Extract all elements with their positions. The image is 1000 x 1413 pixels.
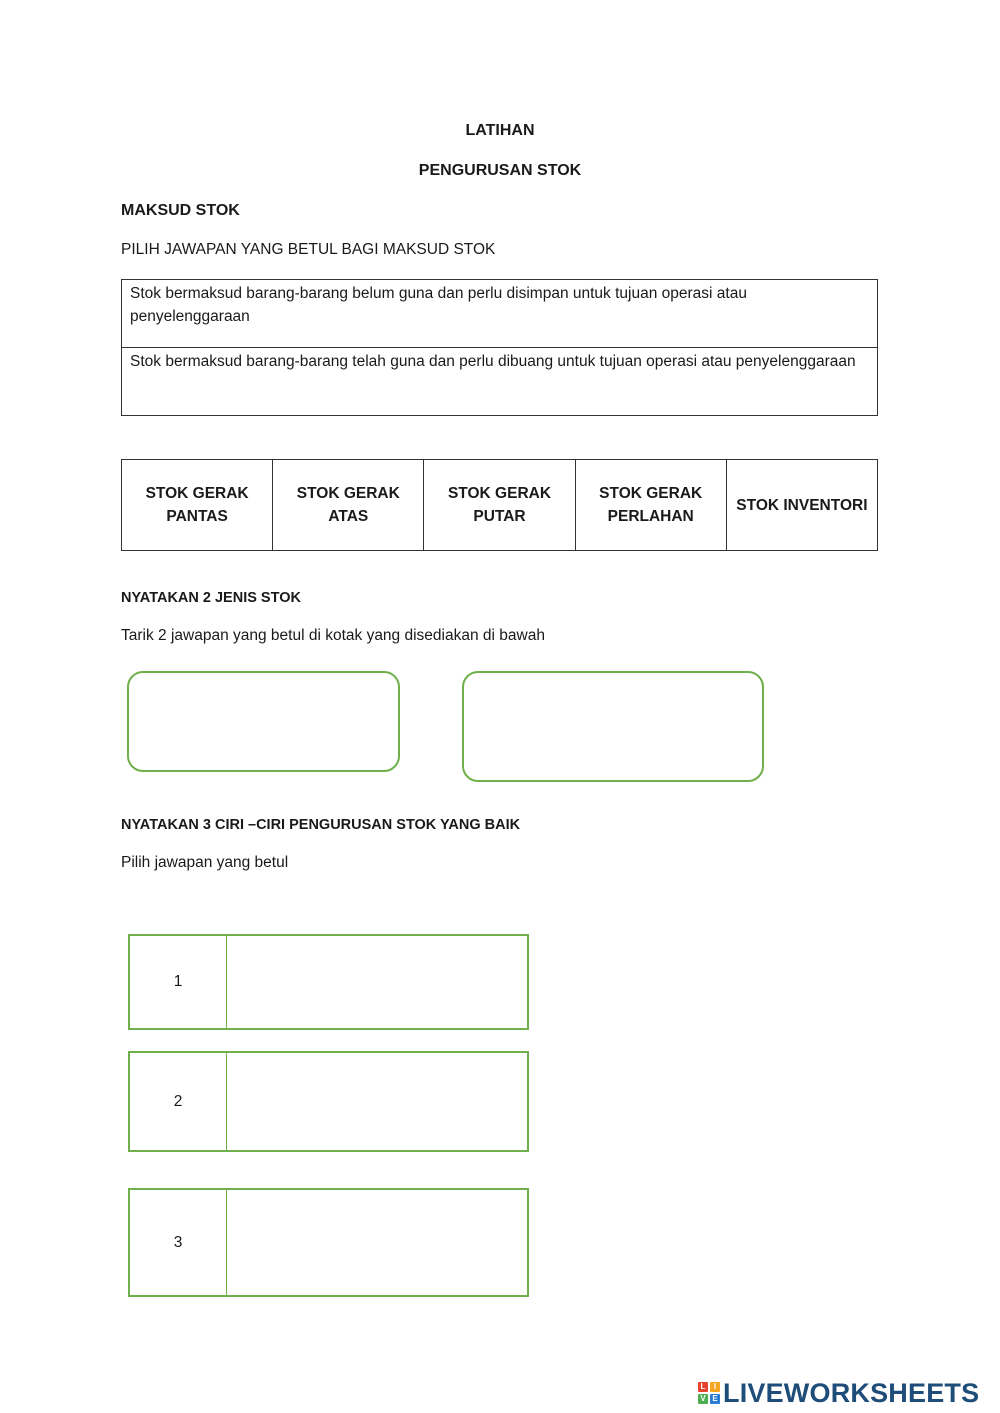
answer-choices-table bbox=[121, 459, 878, 551]
section-heading-maksud-stok: MAKSUD STOK bbox=[121, 202, 240, 219]
choice-label: STOK GERAK ATAS bbox=[296, 485, 400, 525]
definition-option-1[interactable]: Stok bermaksud barang-barang belum guna dan perlu disimpan untuk tujuan operasi atau penyelenggaraan bbox=[122, 280, 877, 348]
choice-label: STOK GERAK PERLAHAN bbox=[599, 485, 703, 525]
answer-slot-3[interactable] bbox=[227, 1190, 527, 1295]
answer-slot-1[interactable] bbox=[227, 936, 527, 1028]
logo-text: LIVEWORKSHEETS bbox=[723, 1377, 980, 1408]
liveworksheets-logo bbox=[698, 1378, 979, 1408]
choice-stok-gerak-putar[interactable] bbox=[424, 460, 575, 550]
answer-box-1 bbox=[128, 934, 529, 1030]
logo-tile: V bbox=[698, 1394, 708, 1404]
definition-option-2[interactable]: Stok bermaksud barang-barang telah guna dan perlu dibuang untuk tujuan operasi atau penyelenggaraan bbox=[130, 353, 856, 370]
answer-number: 2 bbox=[130, 1053, 227, 1150]
choice-label: STOK GERAK PANTAS bbox=[145, 485, 249, 525]
choice-stok-gerak-perlahan[interactable] bbox=[576, 460, 727, 550]
worksheet-subtitle: PENGURUSAN STOK bbox=[418, 162, 582, 179]
section-instruction-ciri-pengurusan: Pilih jawapan yang betul bbox=[121, 854, 289, 871]
choice-label: STOK GERAK PUTAR bbox=[447, 485, 552, 525]
answer-number: 1 bbox=[130, 936, 227, 1028]
section-instruction-jenis-stok: Tarik 2 jawapan yang betul di kotak yang disediakan di bawah bbox=[121, 627, 545, 644]
section-instruction-maksud-stok: PILIH JAWAPAN YANG BETUL BAGI MAKSUD STOK bbox=[121, 241, 496, 258]
section-heading-ciri-pengurusan: NYATAKAN 3 CIRI –CIRI PENGURUSAN STOK YANG BAIK bbox=[121, 817, 521, 833]
logo-tile: I bbox=[710, 1382, 720, 1392]
choice-label: STOK INVENTORI bbox=[736, 496, 868, 514]
answer-box-3 bbox=[128, 1188, 529, 1297]
logo-icon bbox=[698, 1382, 720, 1404]
choice-stok-gerak-pantas[interactable] bbox=[122, 460, 273, 550]
choice-stok-inventori[interactable] bbox=[727, 460, 877, 550]
logo-tile: L bbox=[698, 1382, 708, 1392]
section-heading-jenis-stok: NYATAKAN 2 JENIS STOK bbox=[121, 590, 301, 606]
logo-tile: E bbox=[710, 1394, 720, 1404]
drop-box-1[interactable] bbox=[127, 671, 400, 772]
answer-box-2 bbox=[128, 1051, 529, 1152]
choice-stok-gerak-atas[interactable] bbox=[273, 460, 424, 550]
definition-options-table bbox=[121, 279, 878, 416]
worksheet-title: LATIHAN bbox=[465, 122, 535, 139]
answer-number: 3 bbox=[130, 1190, 227, 1295]
drop-box-2[interactable] bbox=[462, 671, 764, 782]
answer-slot-2[interactable] bbox=[227, 1053, 527, 1150]
